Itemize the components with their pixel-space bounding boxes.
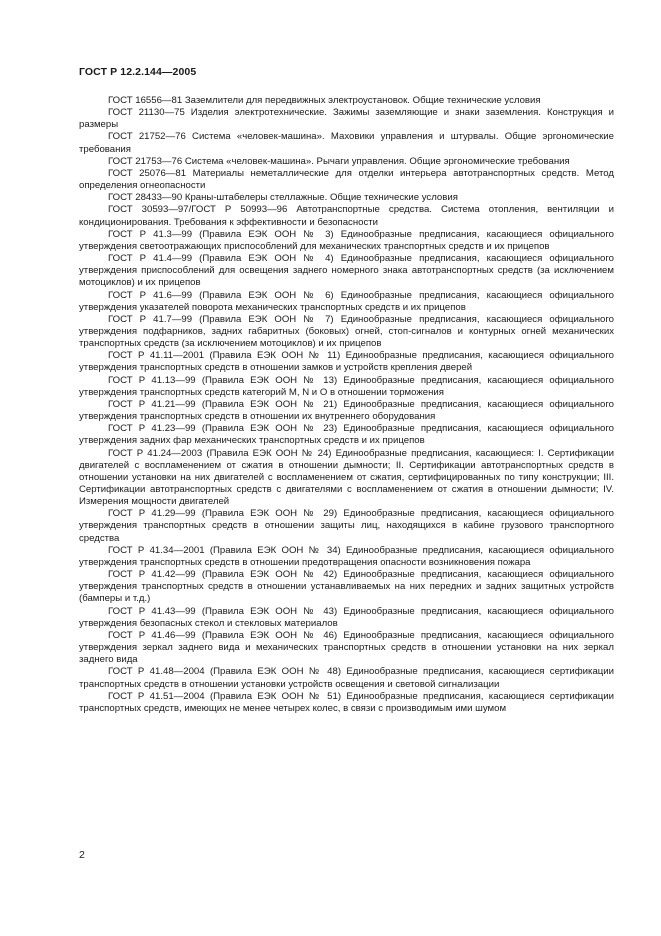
reference-paragraph: ГОСТ Р 41.6—99 (Правила ЕЭК ООН № 6) Единообразные предписания, касающиеся официального утверждения указателей поворота механических транспортных средств и их прицепов [79,289,614,313]
reference-paragraph: ГОСТ Р 41.3—99 (Правила ЕЭК ООН № 3) Единообразные предписания, касающиеся официального утверждения светоотражающих приспособлений для механических транспортных средств и их прицепов [79,228,614,252]
reference-paragraph: ГОСТ 21753—76 Система «человек-машина». Рычаги управления. Общие эргономические требования [108,155,570,167]
page-header-title: ГОСТ Р 12.2.144—2005 [79,66,197,78]
reference-paragraph: ГОСТ 21130—75 Изделия электротехнические. Зажимы заземляющие и знаки заземления. Конструкция и размеры [79,107,614,131]
reference-paragraph: ГОСТ Р 41.23—99 (Правила ЕЭК ООН № 23) Единообразные предписания, касающиеся официального утверждения задних фар механических транспортных средств и их прицепов [79,423,614,447]
reference-paragraph: ГОСТ 30593—97/ГОСТ Р 50993—96 Автотранспортные средства. Система отопления, вентиляции и кондиционирования. Требования к эффективности и безопасности [79,204,614,228]
reference-paragraph: ГОСТ Р 41.29—99 (Правила ЕЭК ООН № 29) Единообразные предписания, касающиеся официального утверждения транспортных средств в отношении защиты лиц, находящихся в кабине грузового транспортного средства [79,508,614,544]
reference-paragraph: ГОСТ Р 41.24—2003 (Правила ЕЭК ООН № 24) Единообразные предписания, касающиеся: I. Сертификации двигателей с воспламенением от сжатия в отношении дымности; II. Сертификации автотранспортных средств в отношении установки на них двигателей с воспламенением от сжатия, сертифицированных по типу конструкции; III. Сертификации автотранспортных средств с двигателями с воспламенением от сжатия в отношении дымности; IV. Измерения мощности двигателей [79,447,614,508]
reference-paragraph: ГОСТ 25076—81 Материалы неметаллические для отделки интерьера автотранспортных средств. Метод определения огнеопасности [79,167,614,192]
reference-paragraph: ГОСТ Р 41.21—99 (Правила ЕЭК ООН № 21) Единообразные предписания, касающиеся официального утверждения транспортных средств в отношении их внутреннего оборудования [79,398,614,423]
reference-paragraph: ГОСТ Р 41.51—2004 (Правила ЕЭК ООН № 51) Единообразные предписания, касающиеся сертификации транспортных средств, имеющих не менее четырех колес, в связи с производимым ими шумом [79,690,614,714]
reference-paragraph: ГОСТ Р 41.43—99 (Правила ЕЭК ООН № 43) Единообразные предписания, касающиеся официального утверждения безопасных стекол и стекловых материалов [79,605,614,629]
reference-paragraph: ГОСТ Р 41.13—99 (Правила ЕЭК ООН № 13) Единообразные предписания, касающиеся официального утверждения транспортных средств категорий М, N и О в отношении торможения [79,374,614,398]
reference-paragraph: ГОСТ Р 41.34—2001 (Правила ЕЭК ООН № 34) Единообразные предписания, касающиеся официального утверждения транспортных средств в отношении предотвращения опасности возникновения пожара [79,544,614,568]
reference-paragraph: ГОСТ Р 41.11—2001 (Правила ЕЭК ООН № 11) Единообразные предписания, касающиеся официального утверждения транспортных средств в отношении замков и устройств крепления дверей [79,350,614,374]
page-number: 2 [79,849,85,861]
reference-paragraph: ГОСТ 21752—76 Система «человек-машина». Маховики управления и штурвалы. Общие эргономические требования [79,131,614,155]
reference-paragraph: ГОСТ Р 41.4—99 (Правила ЕЭК ООН № 4) Единообразные предписания, касающиеся официального утверждения приспособлений для освещения заднего номерного знака автотранспортных средств (за исключением мотоциклов) и их прицепов [79,253,614,289]
reference-paragraph: ГОСТ Р 41.46—99 (Правила ЕЭК ООН № 46) Единообразные предписания, касающиеся официального утверждения зеркал заднего вида и механических транспортных средств в отношении установки на них зеркал заднего вида [79,629,614,666]
references-list [79,95,614,715]
reference-paragraph: ГОСТ 16556—81 Заземлители для передвижных электроустановок. Общие технические условия [108,95,541,106]
reference-paragraph: ГОСТ Р 41.48—2004 (Правила ЕЭК ООН № 48) Единообразные предписания, касающиеся сертификации транспортных средств в отношении установки устройств освещения и световой сигнализации [79,666,614,690]
reference-paragraph: ГОСТ Р 41.7—99 (Правила ЕЭК ООН № 7) Единообразные предписания, касающиеся официального утверждения подфарников, задних габаритных (боковых) огней, стоп-сигналов и контурных огней механических транспортных средств (за исключением мотоциклов) и их прицепов [79,313,614,350]
reference-paragraph: ГОСТ Р 41.42—99 (Правила ЕЭК ООН № 42) Единообразные предписания, касающиеся официального утверждения транспортных средств в отношении устанавливаемых на них передних и задних защитных устройств (бамперы и т.д.) [79,569,614,605]
reference-paragraph: ГОСТ 28433—90 Краны-штабелеры стеллажные. Общие технические условия [108,192,458,204]
